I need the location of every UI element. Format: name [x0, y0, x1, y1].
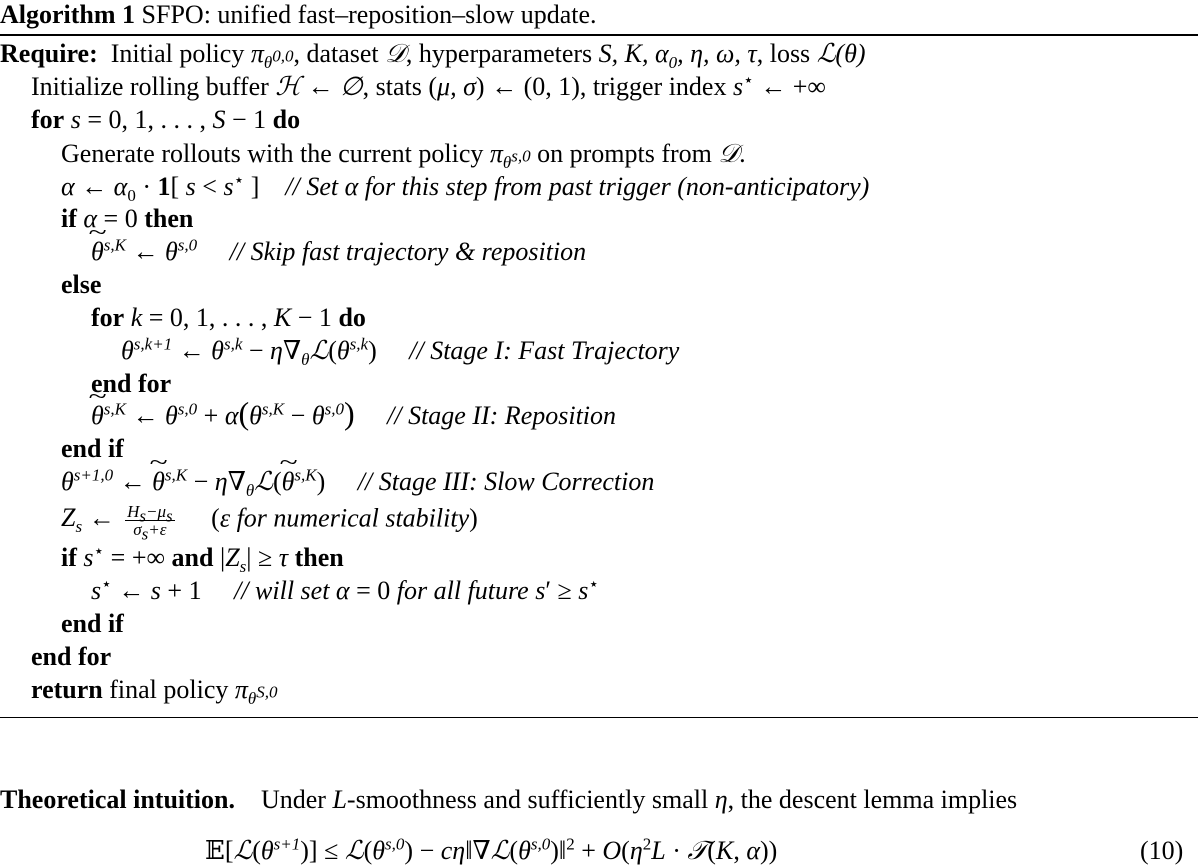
rollouts-line: Generate rollouts with the current policy $\pi_{\theta^{s,0}}$ on prompts from 𝒟. — [61, 139, 746, 173]
top-rule — [0, 34, 1198, 36]
algorithm-title: SFPO: unified fast–reposition–slow update. — [141, 0, 597, 29]
zs-line: $Z_s$ ← $\frac{H_s-\mu_s}{\sigma_s+\varepsilon}$ (ε for numerical stability) — [61, 502, 478, 544]
stage2-line: ~ $\theta^{s,K}$ ← $\theta^{s,0} + \alpha(\theta^{s,K} - \theta^{s,0})$ // Stage II: Reposition — [91, 401, 616, 431]
return-line: return final policy $\pi_{\theta^{S,0}}$ — [31, 675, 278, 709]
stage3-line: $\theta^{s+1,0}$ ← ~ $\theta^{s,K}$ − $\eta\nabla_\theta ℒ(\sim$ $\theta^{s,K}$) // Stage III: Slow Correction — [61, 467, 654, 497]
paragraph-heading: Theoretical intuition. — [0, 785, 235, 814]
end-if-alpha-line: end if — [61, 434, 124, 463]
trigger-set-line: s⋆ ← s + 1 // will set α = 0 for all future s′ ≥ s⋆ — [91, 574, 600, 605]
skip-line: ~ $\theta^{s,K}$ ← $\theta^{s,0}$ // Skip fast trajectory & reposition — [91, 237, 586, 267]
if-trigger-line: if s⋆ = +∞ and $|Z_s| \ge \tau$ then — [61, 541, 344, 577]
end-if-trigger-line: end if — [61, 609, 124, 638]
stage1-line: $\theta^{s,k+1}$ ← $\theta^{s,k}$ − $\eta\nabla_\theta ℒ(\theta^{s,k})$ // Stage I: Fast Trajectory — [121, 334, 680, 370]
descent-equation: $𝔼[ℒ(\theta^{s+1})]$ ≤ $ℒ(\theta^{s,0})$ − $c\eta‖\nabla ℒ(\theta^{s,0})‖^2 + O(\eta^2L$ · 𝒯(K, α)) — [205, 834, 778, 865]
init-line: Initialize rolling buffer ℋ ← ∅, stats (μ, σ) ← (0, 1), trigger index s⋆ ← +∞ — [31, 70, 826, 101]
bottom-rule — [0, 717, 1198, 718]
equation-number: (10) — [1140, 836, 1184, 865]
end-for-s-line: end for — [31, 642, 112, 671]
if-alpha-line: if α = 0 then — [61, 204, 194, 233]
theory-paragraph: Theoretical intuition. Under L-smoothness and sufficiently small η, the descent lemma implies — [0, 785, 1018, 814]
zs-fraction: $\frac{H_s-\mu_s}{\sigma_s+\varepsilon}$ — [127, 502, 173, 544]
require-line: Require: Initial policy $\pi_{\theta^{0,0}}$, dataset 𝒟, hyperparameters S, K, $\alpha_0$, η, ω, τ, loss ℒ(θ) — [0, 39, 866, 73]
else-line: else — [61, 270, 102, 299]
for-k-line: for k = 0, 1, . . . , K − 1 do — [91, 303, 366, 332]
algorithm-label: Algorithm 1 — [0, 0, 136, 29]
algorithm-caption — [0, 0, 597, 30]
for-s-line: for s = 0, 1, . . . , S − 1 do — [31, 105, 301, 134]
end-for-k-line: end for — [91, 369, 172, 398]
alpha-line: α ← $\alpha_0 \cdot 1$[ s < s⋆ ] // Set α for this step from past trigger (non-anticipatory) — [61, 170, 870, 206]
